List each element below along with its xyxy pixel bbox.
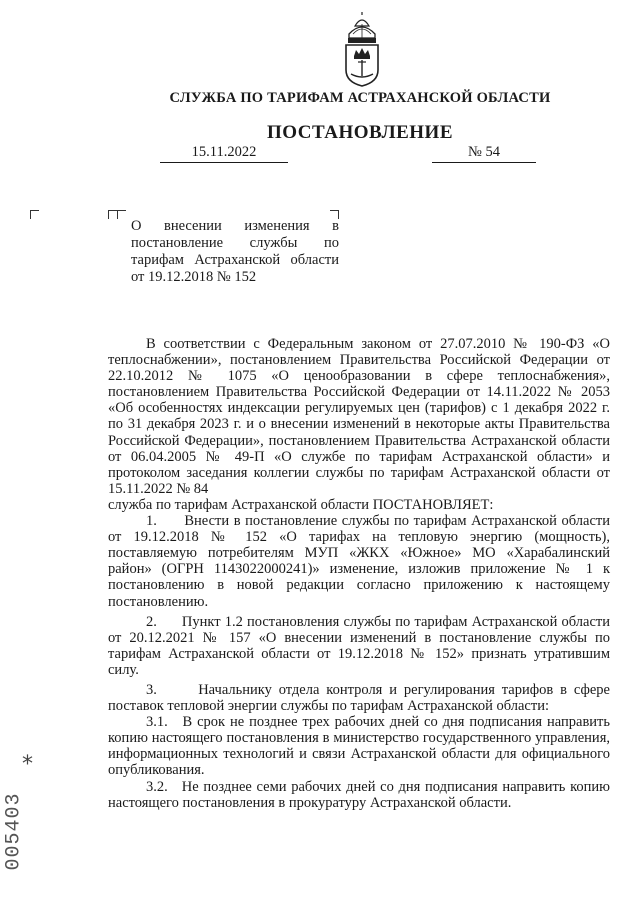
document-type: ПОСТАНОВЛЕНИЕ: [266, 122, 454, 143]
document-body: [108, 336, 614, 811]
agency-name: СЛУЖБА ПО ТАРИФАМ АСТРАХАНСКОЙ ОБЛАСТИ: [169, 90, 551, 106]
item-3: 3. Начальнику отдела контроля и регулирования тарифов в сфере поставок тепловой энергии службы по тарифам Астраханской области:: [108, 681, 614, 715]
item-1: 1. Внести в постановление службы по тарифам Астраханской области от 19.12.2018 № 152 «О тарифах на тепловую энергию (мощность), поставляемую потребителям МУП «ЖКХ «Южное» МО «Харабалинский район» (ОГРН 1143022000241)» изменение, изложив приложение № 1 к постановлению в новой редакции согласно приложению к настоящему постановлению.: [108, 513, 614, 610]
document-date: 15.11.2022: [160, 144, 288, 163]
item-3-2: 3.2. Не позднее семи рабочих дней со дня подписания направить копию настоящего постановления в прокуратуру Астраханской области.: [108, 778, 614, 811]
stamp-serial-number: 005403: [2, 792, 26, 871]
item-3-1: 3.1. В срок не позднее трех рабочих дней со дня подписания направить копию настоящего постановления в министерство государственного управления, информационных технологий и связи Астраханской области для официального опубликования.: [108, 714, 614, 779]
document-subject: О внесении изменения в постановление службы по тарифам Астраханской области от 19.12.2018 № 152: [131, 218, 339, 285]
preamble-paragraph: В соответствии с Федеральным законом от 27.07.2010 № 190-ФЗ «О теплоснабжении», постановлением Правительства Российской Федерации от 22.10.2012 № 1075 «О ценообразовании в сфере теплоснабжения», постановлением Правительства Российской Федерации от 14.11.2022 № 2053 «Об особенностях индексации регулируемых цен (тарифов) с 1 декабря 2022 г. по 31 декабря 2023 г. и о внесении изменений в некоторые акты Правительства Российской Федерации», постановлением Правительства Астраханской области от 06.04.2005 № 49-П «О службе по тарифам Астраханской области» и протоколом заседания коллегии службы по тарифам Астраханской области от 15.11.2022 № 84: [108, 336, 610, 497]
item-2: 2. Пункт 1.2 постановления службы по тарифам Астраханской области от 20.12.2021 № 157 «О внесении изменений в постановление службы по тарифам Астраханской области от 19.12.2018 № 152» признать утратившим силу.: [108, 613, 614, 678]
decree-line: служба по тарифам Астраханской области ПОСТАНОВЛЯЕТ:: [108, 496, 494, 513]
corner-mark: [117, 210, 126, 219]
corner-mark: [30, 210, 39, 219]
corner-mark: [108, 210, 117, 219]
stamp-star-mark: *: [22, 752, 33, 777]
astrakhan-coat-of-arms-icon: [337, 12, 387, 88]
document-number: № 54: [432, 144, 536, 163]
